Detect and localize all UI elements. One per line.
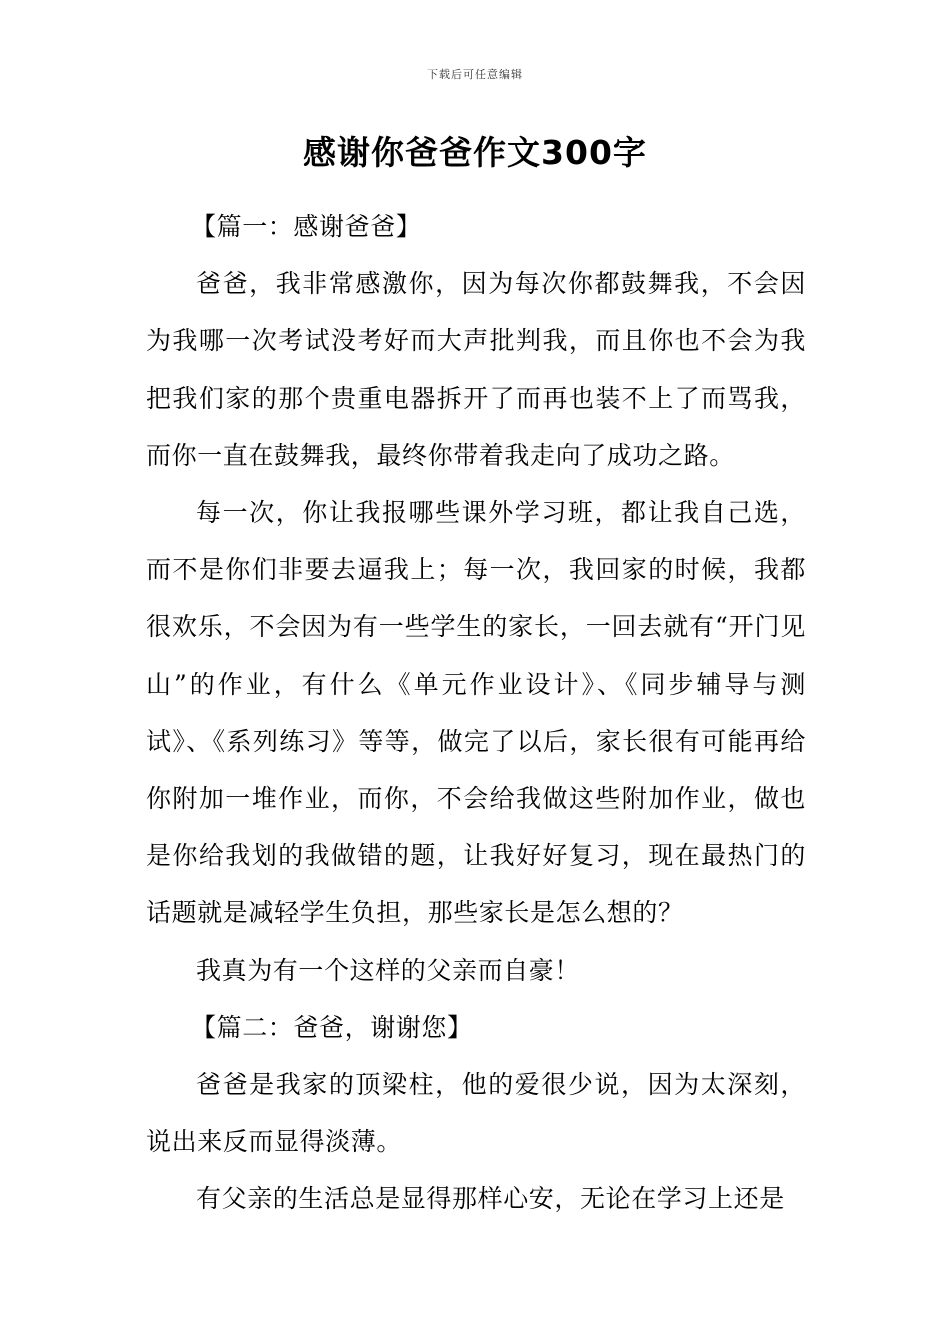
section-heading-2: 【篇二：爸爸，谢谢您】 (191, 1012, 473, 1042)
paragraph: 每一次，你让我报哪些课外学习班，都让我自己选，而不是你们非要去逼我上；每一次，我回家的时候，我都很欢乐，不会因为有一些学生的家长，一回去就有“开门见山”的作业，有什么《单元作业设计》、《同步辅导与测试》、《系列练习》等等，做完了以后，家长很有可能再给你附加一堆作业，而你，不会给我做这些附加作业，做也是你给我划的我做错的题，让我好好复习，现在最热门的话题就是减轻学生负担，那些家长是怎么想的？ (146, 498, 806, 928)
article-body (146, 198, 806, 1228)
page-title: 感谢你爸爸作文300字 (303, 133, 647, 172)
header-note: 下载后可任意编辑 (427, 68, 523, 81)
section-heading-1: 【篇一：感谢爸爸】 (191, 212, 422, 241)
paragraph: 有父亲的生活总是显得那样心安，无论在学习上还是 (196, 1184, 785, 1214)
paragraph: 我真为有一个这样的父亲而自豪！ (196, 955, 581, 985)
paragraph: 爸爸是我家的顶梁柱，他的爱很少说，因为太深刻，说出来反而显得淡薄。 (146, 1070, 806, 1157)
paragraph: 爸爸，我非常感激你，因为每次你都鼓舞我，不会因为我哪一次考试没考好而大声批判我，而且你也不会为我把我们家的那个贵重电器拆开了而再也装不上了而骂我，而你一直在鼓舞我，最终你带着我走向了成功之路。 (146, 269, 806, 470)
